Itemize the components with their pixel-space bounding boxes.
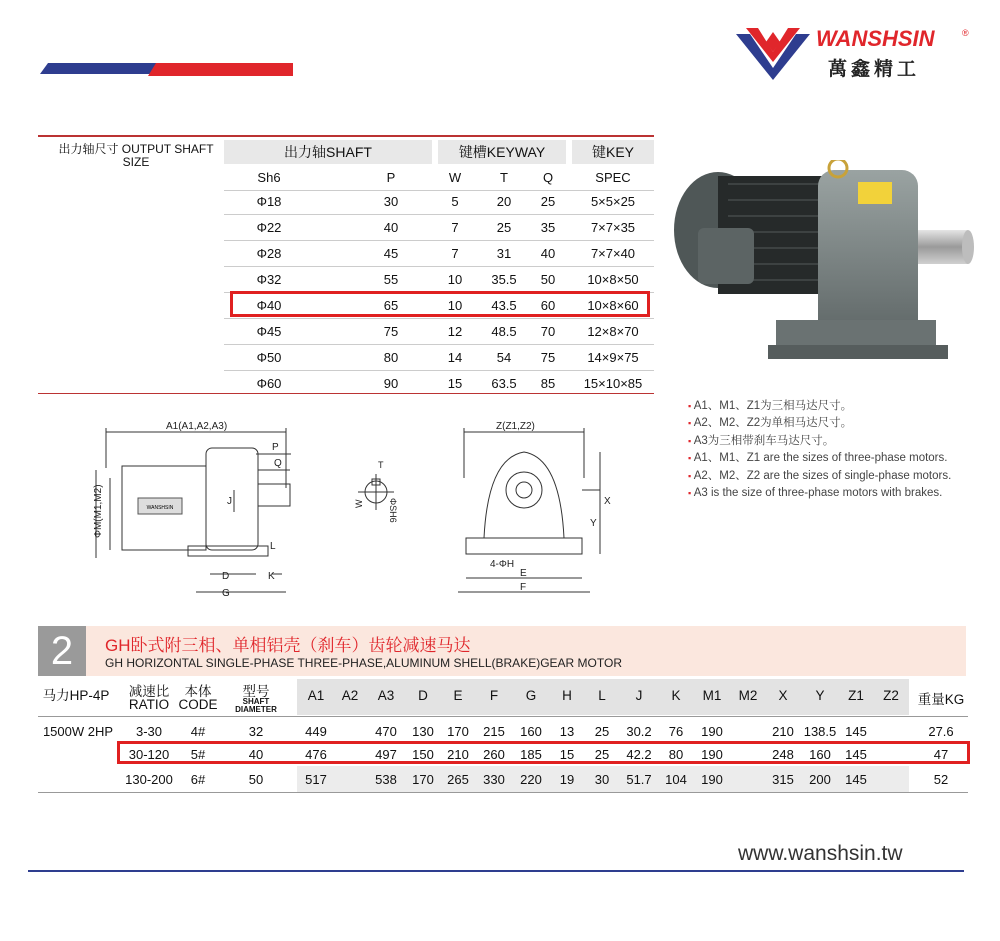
dim-h-label: 4-ΦH [490,559,515,570]
cell-w: 15 [447,376,463,391]
cell-p: 80 [383,350,399,365]
group-header-key: 键KEY [572,140,654,164]
dim-a1-label: A1(A1,A2,A3) [166,421,228,432]
website-url[interactable]: www.wanshsin.tw [738,842,903,865]
cell-z1: 145 [845,772,867,787]
header-dim: G [525,688,537,703]
dim-p-label: P [272,442,279,453]
cell-shaft: 50 [248,772,264,787]
output-shaft-table [38,135,654,397]
header-code-en: CODE [178,697,218,712]
cell-code: 6# [190,772,206,787]
header-power: 马力HP-4P [42,688,110,703]
col-spec: SPEC [595,170,631,185]
header-dim: A2 [341,688,359,703]
header-red-bar [148,63,293,76]
dim-y-label: Y [590,518,597,529]
cell-z1: 145 [845,724,867,739]
cell-w: 12 [447,324,463,339]
cell-x: 315 [772,772,794,787]
header-code-cn: 本体 [184,684,212,699]
highlight-box-spec-row [117,741,970,764]
col-q: Q [542,170,554,185]
cell-sh6: Φ40 [256,298,282,313]
group-header-shaft: 出力轴SHAFT [224,140,432,164]
cell-spec: 12×8×70 [587,324,639,339]
col-w: W [448,170,462,185]
cell-spec: 14×9×75 [587,350,639,365]
note-item: ▪ A1、M1、Z1 are the sizes of three-phase motors. [688,450,988,467]
cell-g: 185 [520,747,542,762]
cell-f: 260 [483,747,505,762]
note-item: ▪ A2、M2、Z2为单相马达尺寸。 [688,415,988,432]
cell-t: 25 [496,220,512,235]
column-header-row [224,165,654,191]
note-item: ▪ A2、M2、Z2 are the sizes of single-phase motors. [688,468,988,485]
dim-t-label: T [378,460,384,470]
header-shaft-en: SHAFT DIAMETER [235,697,277,714]
cell-power: 1500W 2HP [42,724,114,739]
cell-q: 50 [540,272,556,287]
cell-p: 55 [383,272,399,287]
table-row [224,189,654,215]
table-bottom-rule [38,393,654,394]
cell-p: 45 [383,246,399,261]
cell-y: 160 [809,747,831,762]
wanshsin-logo-mark-icon [736,28,810,80]
cell-m1: 190 [701,724,723,739]
cell-j: 42.2 [626,747,652,762]
brand-name-cn: 萬鑫精工 [828,59,921,80]
cell-sh6: Φ50 [256,350,282,365]
cell-ratio: 3-30 [135,724,163,739]
side-view-drawing [86,418,306,598]
header-dim: Y [815,688,825,703]
header-dim: A3 [377,688,395,703]
gear-motor-photo [668,160,978,390]
dim-z-label: Z(Z1,Z2) [496,421,535,432]
dim-e-label: E [520,568,527,579]
dim-f-label: F [520,582,527,593]
cell-weight: 27.6 [928,724,954,739]
header-dim: F [489,688,499,703]
cell-t: 48.5 [491,324,517,339]
header-dim: J [635,688,643,703]
cell-t: 31 [496,246,512,261]
section-title-en: GH HORIZONTAL SINGLE-PHASE THREE-PHASE,ALUMINUM SHELL(BRAKE)GEAR MOTOR [105,656,622,670]
dim-sh-label: ΦSH6 [388,498,398,523]
cell-q: 25 [540,194,556,209]
header-dim: D [418,688,428,703]
cell-ratio: 30-120 [128,747,170,762]
header-dim: M1 [702,688,722,703]
note-item: ▪ A1、M1、Z1为三相马达尺寸。 [688,398,988,415]
cell-t: 63.5 [491,376,517,391]
cell-l: 25 [594,747,610,762]
table-row [224,319,654,345]
cell-m1: 190 [701,747,723,762]
table-row [224,345,654,371]
cell-k: 76 [668,724,684,739]
cell-a1: 476 [305,747,327,762]
cell-a3: 538 [375,772,397,787]
dim-d-label: D [222,571,230,582]
cell-t: 43.5 [491,298,517,313]
section-title-cn: GH卧式附三相、单相铝壳（刹车）齿轮减速马达 [105,636,471,655]
header-dim: L [598,688,606,703]
brand-logo [736,26,976,82]
cell-y: 138.5 [803,724,837,739]
cell-g: 160 [520,724,542,739]
cell-w: 10 [447,298,463,313]
cell-code: 4# [190,724,206,739]
header-shaft-cn: 型号 [242,684,270,699]
cell-w: 14 [447,350,463,365]
cell-x: 210 [772,724,794,739]
registered-mark: ® [962,28,969,38]
cell-h: 15 [559,747,575,762]
dim-q-label: Q [274,458,282,469]
section-number: 2 [38,626,86,676]
footer-rule [28,870,964,872]
dim-k-label: K [268,571,275,582]
cell-p: 30 [383,194,399,209]
cell-t: 54 [496,350,512,365]
cell-spec: 10×8×50 [587,272,639,287]
table-rule [38,716,968,717]
note-item: ▪ A3 is the size of three-phase motors with brakes. [688,485,988,502]
cell-h: 13 [559,724,575,739]
cell-q: 40 [540,246,556,261]
col-p: P [386,170,396,185]
cell-weight: 47 [933,747,949,762]
cell-f: 330 [483,772,505,787]
cell-e: 210 [447,747,469,762]
cell-q: 70 [540,324,556,339]
note-item: ▪ A3为三相带刹车马达尺寸。 [688,433,988,450]
cell-spec: 7×7×40 [590,246,636,261]
cell-a1: 449 [305,724,327,739]
cell-q: 75 [540,350,556,365]
cell-q: 60 [540,298,556,313]
cell-ratio: 130-200 [125,772,173,787]
cell-shaft: 40 [248,747,264,762]
header-dim: E [453,688,463,703]
motor-plate-text: WANSHSIN [146,505,174,511]
cell-e: 170 [447,724,469,739]
cell-e: 265 [447,772,469,787]
cell-w: 10 [447,272,463,287]
table-row [224,267,654,293]
highlight-box-shaft-row [230,291,650,317]
cell-a3: 470 [375,724,397,739]
cell-j: 30.2 [626,724,652,739]
header-dim: K [671,688,681,703]
table-row [224,241,654,267]
cell-spec: 10×8×60 [587,298,639,313]
cell-t: 35.5 [491,272,517,287]
cell-p: 75 [383,324,399,339]
front-view-drawing [454,418,614,598]
motor-size-notes [688,398,988,502]
cell-a1: 517 [305,772,327,787]
cell-y: 200 [809,772,831,787]
col-t: T [500,170,508,185]
cell-k: 104 [665,772,687,787]
dim-x-label: X [604,496,611,507]
dim-w-label: W [354,499,364,508]
cell-sh6: Φ28 [256,246,282,261]
cell-q: 85 [540,376,556,391]
cell-p: 90 [383,376,399,391]
cell-d: 130 [412,724,434,739]
cell-g: 220 [520,772,542,787]
dim-m-label: ΦM(M1,M2) [93,484,104,538]
cell-j: 51.7 [626,772,652,787]
header-ratio-en: RATIO [128,697,170,712]
col-sh6: Sh6 [257,170,281,185]
group-header-keyway: 键槽KEYWAY [438,140,566,164]
cell-l: 30 [594,772,610,787]
table-top-rule [38,135,654,137]
cell-q: 35 [540,220,556,235]
dim-g-label: G [222,588,230,598]
header-dim: H [562,688,572,703]
cell-f: 215 [483,724,505,739]
header-dim: M2 [738,688,758,703]
dim-l-label: L [270,541,276,552]
cell-code: 5# [190,747,206,762]
cell-shaft: 32 [248,724,264,739]
header-dim: A1 [307,688,325,703]
cell-h: 19 [559,772,575,787]
cell-w: 7 [451,220,459,235]
cell-d: 170 [412,772,434,787]
cell-sh6: Φ45 [256,324,282,339]
cell-sh6: Φ60 [256,376,282,391]
brand-name: WANSHSIN [816,26,935,51]
cell-z1: 145 [845,747,867,762]
header-ratio-cn: 减速比 [128,684,170,699]
cell-spec: 7×7×35 [590,220,636,235]
cell-sh6: Φ18 [256,194,282,209]
output-shaft-label: 出力轴尺寸 OUTPUT SHAFT SIZE [58,142,214,169]
cell-a3: 497 [375,747,397,762]
cell-t: 20 [496,194,512,209]
cell-w: 7 [451,246,459,261]
cell-k: 80 [668,747,684,762]
shaft-section-drawing [352,456,402,528]
cell-p: 65 [383,298,399,313]
cell-m1: 190 [701,772,723,787]
cell-weight: 52 [933,772,949,787]
cell-p: 40 [383,220,399,235]
cell-sh6: Φ22 [256,220,282,235]
cell-spec: 15×10×85 [583,376,643,391]
header-dim: Z1 [848,688,864,703]
cell-sh6: Φ32 [256,272,282,287]
cell-w: 5 [451,194,459,209]
header-weight: 重量KG [917,692,965,707]
header-dim: X [778,688,788,703]
table-row [224,215,654,241]
header-dim: Z2 [883,688,899,703]
cell-x: 248 [772,747,794,762]
table-rule [38,792,968,793]
cell-l: 25 [594,724,610,739]
cell-d: 150 [412,747,434,762]
cell-spec: 5×5×25 [590,194,636,209]
dim-j-label: J [227,496,232,507]
